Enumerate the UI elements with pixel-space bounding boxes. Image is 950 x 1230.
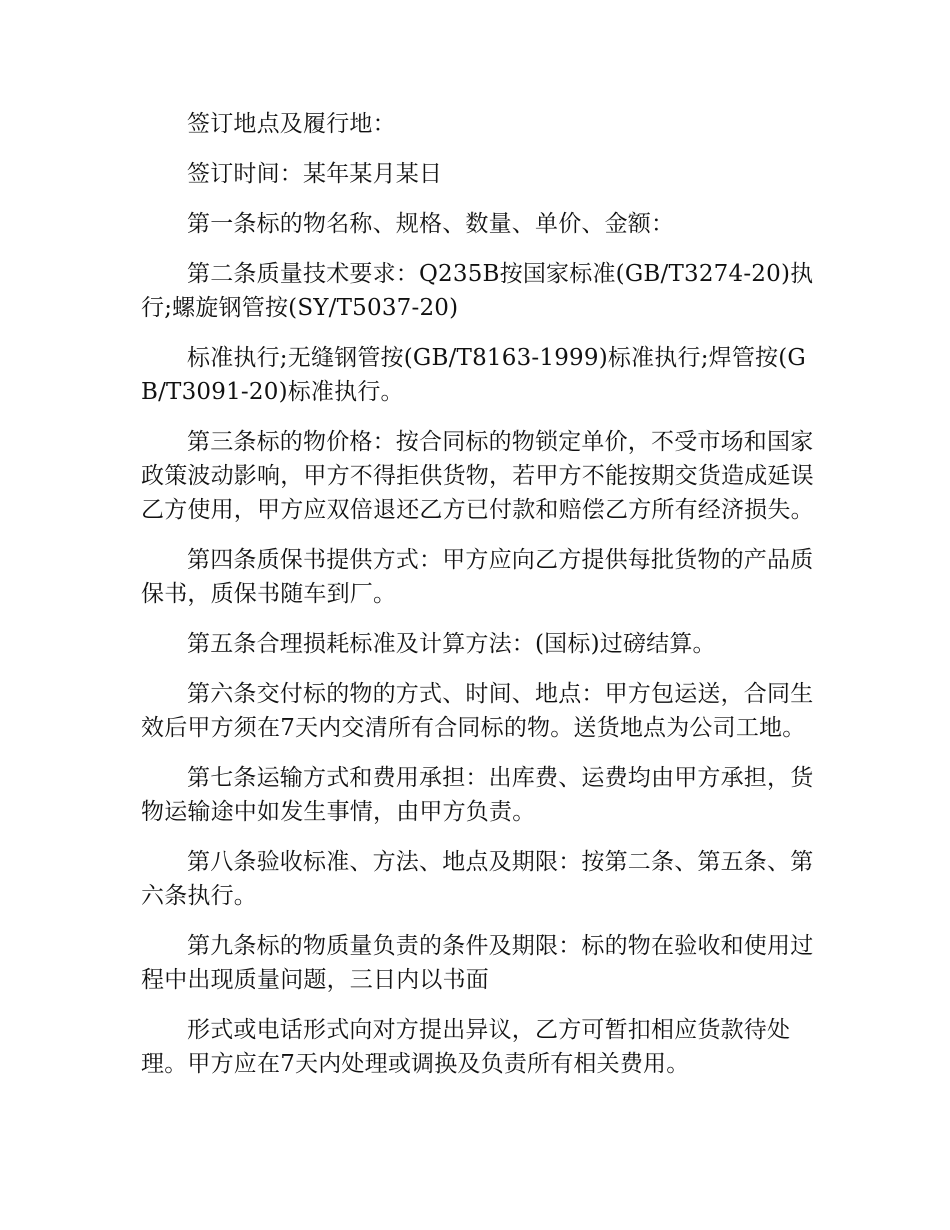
paragraph-article-2: 第二条质量技术要求：Q235B按国家标准(GB/T3274-20)执行;螺旋钢管按(SY/T5037-20): [141, 261, 814, 321]
paragraph-article-3: 第三条标的物价格：按合同标的物锁定单价，不受市场和国家政策波动影响，甲方不得拒供货物，若甲方不能按期交货造成延误乙方使用，甲方应双倍退还乙方已付款和赔偿乙方所有经济损失。: [141, 429, 814, 523]
paragraph-article-6: 第六条交付标的物的方式、时间、地点：甲方包运送，合同生效后甲方须在7天内交清所有合同标的物。送货地点为公司工地。: [141, 681, 814, 741]
paragraph-article-2-continued: 标准执行;无缝钢管按(GB/T8163-1999)标准执行;焊管按(GB/T3091-20)标准执行。: [141, 345, 806, 405]
document-body: [141, 107, 821, 1097]
paragraph-article-5: 第五条合理损耗标准及计算方法：(国标)过磅结算。: [187, 631, 716, 657]
paragraph-article-7: 第七条运输方式和费用承担：出库费、运费均由甲方承担，货物运输途中如发生事情，由甲方负责。: [141, 765, 814, 825]
paragraph-article-9-continued: 形式或电话形式向对方提出异议，乙方可暂扣相应货款待处理。甲方应在7天内处理或调换及负责所有相关费用。: [141, 1017, 791, 1077]
paragraph-signing-place: 签订地点及履行地：: [187, 111, 396, 137]
paragraph-article-1: 第一条标的物名称、规格、数量、单价、金额：: [187, 211, 675, 237]
paragraph-signing-time: 签订时间：某年某月某日: [187, 161, 443, 187]
paragraph-article-9: 第九条标的物质量负责的条件及期限：标的物在验收和使用过程中出现质量问题，三日内以书面: [141, 933, 814, 993]
paragraph-article-4: 第四条质保书提供方式：甲方应向乙方提供每批货物的产品质保书，质保书随车到厂。: [141, 547, 814, 607]
paragraph-article-8: 第八条验收标准、方法、地点及期限：按第二条、第五条、第六条执行。: [141, 849, 814, 909]
